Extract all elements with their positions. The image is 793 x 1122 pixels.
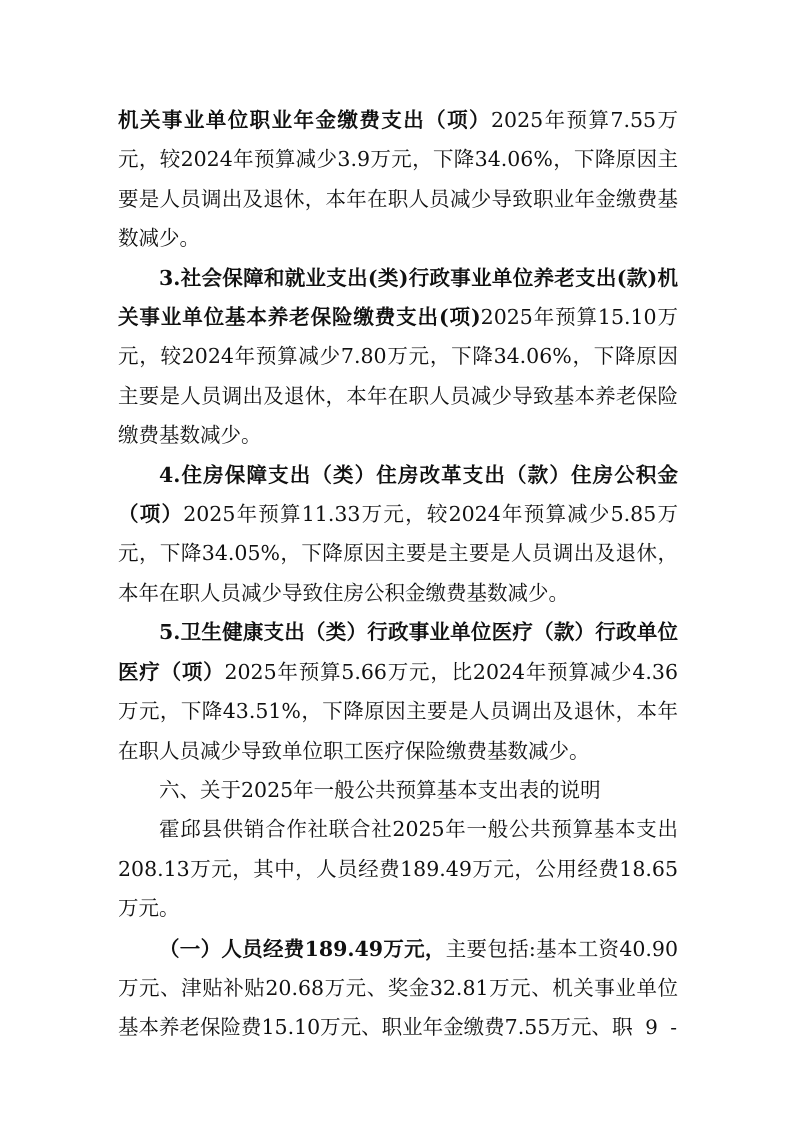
page-number: - 9 - — [626, 1015, 680, 1039]
page-body — [118, 101, 678, 1048]
paragraph-bold-lead: （一）人员经费189.49万元， — [159, 936, 446, 961]
paragraph-medical — [118, 613, 678, 771]
paragraph-bold-lead: 4.住房保障支出（类）住房改革支出（款）住房公积金（项） — [118, 462, 678, 527]
section-body: 霍邱县供销合作社联合社2025年一般公共预算基本支出208.13万元，其中，人员经费189.49万元，公用经费18.65万元。 — [118, 817, 678, 921]
paragraph-text: 2025年预算5.66万元，比2024年预算减少4.36万元，下降43.51%，下降原因主要是人员调出及退休，本年在职人员减少导致单位职工医疗保险缴费基数减少。 — [118, 659, 678, 763]
paragraph-personnel-expenses — [118, 930, 678, 1048]
paragraph-bold-lead: 3.社会保障和就业支出(类)行政事业单位养老支出(款)机关事业单位基本养老保险缴费支出(项) — [118, 265, 678, 330]
paragraph-text: 主要包括:基本工资40.90万元、津贴补贴20.68万元、奖金32.81万元、机关事业单位基本养老保险费15.10万元、职业年金缴费7.55万元、职 — [118, 936, 678, 1040]
paragraph-housing-fund — [118, 456, 678, 614]
paragraph-occupational-annuity — [118, 101, 678, 259]
paragraph-bold-lead: 机关事业单位职业年金缴费支出（项） — [118, 108, 491, 132]
section-heading: 六、关于2025年一般公共预算基本支出表的说明 — [159, 777, 601, 802]
paragraph-pension-insurance — [118, 259, 678, 456]
paragraph-bold-lead: 5.卫生健康支出（类）行政事业单位医疗（款）行政单位医疗（项） — [118, 620, 678, 684]
paragraph-text: 2025年预算15.10万元，较2024年预算减少7.80万元，下降34.06%，下降原因主要是人员调出及退休，本年在职人员减少导致基本养老保险缴费基数减少。 — [118, 305, 678, 448]
paragraph-text: 2025年预算7.55万元，较2024年预算减少3.9万元，下降34.06%，下降原因主要是人员调出及退休，本年在职人员减少导致职业年金缴费基数减少。 — [118, 108, 678, 251]
paragraph-text: 2025年预算11.33万元，较2024年预算减少5.85万元，下降34.05%，下降原因主要是主要是人员调出及退休，本年在职人员减少导致住房公积金缴费基数减少。 — [118, 502, 678, 605]
